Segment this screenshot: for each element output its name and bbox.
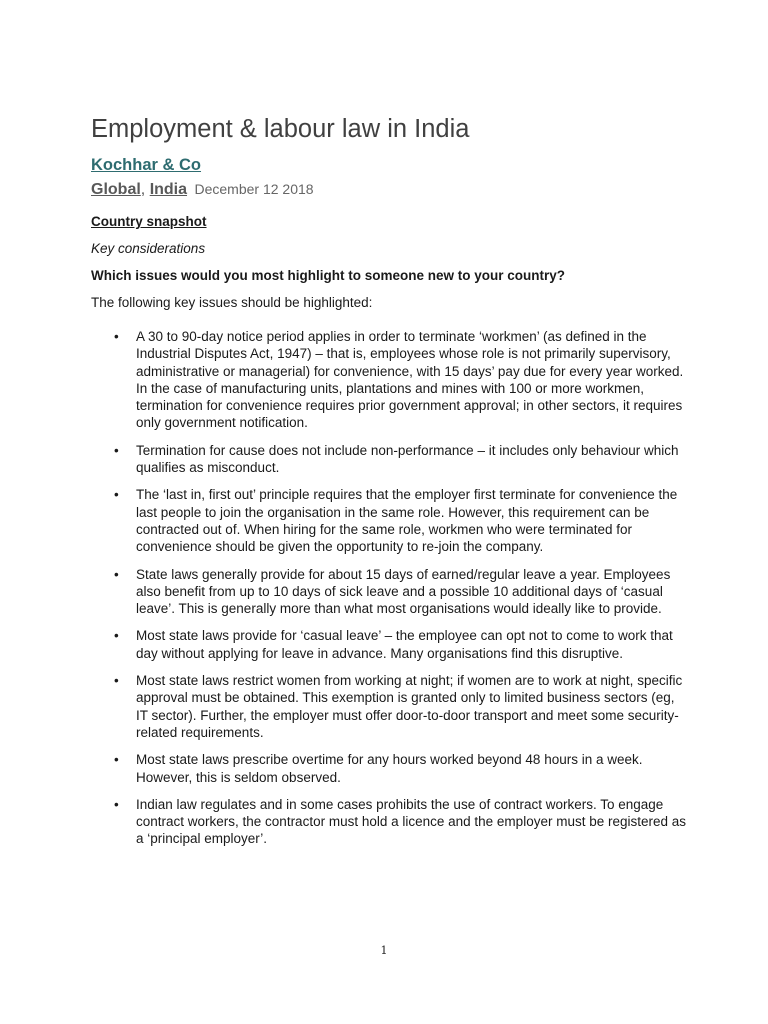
article-date: December 12 2018 <box>194 181 314 197</box>
bullet-icon: • <box>114 673 119 689</box>
tag-link-global[interactable]: Global <box>91 181 141 198</box>
issues-list <box>91 328 691 848</box>
author-link[interactable]: Kochhar & Co <box>91 156 202 174</box>
list-item <box>91 751 689 786</box>
bullet-icon: • <box>114 442 119 458</box>
document-page <box>91 112 691 858</box>
article-meta <box>91 178 691 201</box>
list-item <box>91 566 689 618</box>
bullet-icon: • <box>114 329 119 344</box>
section-heading: Country snapshot <box>91 214 207 229</box>
page-number: 1 <box>380 944 388 957</box>
list-item-text: Termination for cause does not include non-performance – it includes only behaviour which qualifies as misconduct. <box>136 442 679 476</box>
bullet-icon: • <box>114 796 119 812</box>
list-item-text: State laws generally provide for about 15 days of earned/regular leave a year. Employees also benefit from up to 10 days of sick leave and a possible 10 additional days of ‘casual leave’. This is generally more than what most organisations would ideally like to provide. <box>136 566 671 617</box>
bullet-icon: • <box>114 752 119 768</box>
list-item-text: A 30 to 90-day notice period applies in order to terminate ‘workmen’ (as defined in the Industrial Disputes Act, 1947) – that is, employees whose role is not primarily supervisory, administrative or managerial) for convenience, with 15 days’ pay due for every year worked. In the case of manufacturing units, plantations and mines with 100 or more workmen, termination for convenience requires prior government approval; in other sectors, it requires only government notification. <box>136 329 684 431</box>
intro-text: The following key issues should be highlighted: <box>91 295 373 310</box>
tag-separator: , <box>140 181 146 198</box>
bullet-icon: • <box>114 628 119 644</box>
list-item <box>91 672 689 741</box>
bullet-icon: • <box>114 566 119 582</box>
list-item <box>91 627 689 662</box>
list-item <box>91 486 689 555</box>
list-item-text: Most state laws prescribe overtime for any hours worked beyond 48 hours in a week. However, this is seldom observed. <box>136 752 643 785</box>
list-item-text: Most state laws restrict women from working at night; if women are to work at night, specific approval must be obtained. This exemption is granted only to limited business sectors (eg, IT sector). Further, the employer must offer door-to-door transport and meet some security-related requirements. <box>136 673 683 740</box>
tag-link-india[interactable]: India <box>149 181 188 198</box>
section-subheading: Key considerations <box>91 241 206 256</box>
question-text: Which issues would you most highlight to someone new to your country? <box>91 268 566 283</box>
list-item-text: Indian law regulates and in some cases prohibits the use of contract workers. To engage contract workers, the contractor must hold a licence and the employer must be registered as a ‘principal employer’. <box>136 796 687 847</box>
list-item-text: The ‘last in, first out’ principle requires that the employer first terminate for convenience the last people to join the organisation in the same role. However, this requirement can be contracted out of. When hiring for the same role, workmen who were terminated for convenience should be given the opportunity to re-join the company. <box>136 487 678 555</box>
list-item <box>91 328 689 432</box>
article-title: Employment & labour law in India <box>91 115 470 143</box>
list-item <box>91 442 689 477</box>
bullet-icon: • <box>114 487 119 503</box>
list-item <box>91 796 689 848</box>
list-item-text: Most state laws provide for ‘casual leave’ – the employee can opt not to come to work that day without applying for leave in advance. Many organisations find this disruptive. <box>136 628 673 661</box>
